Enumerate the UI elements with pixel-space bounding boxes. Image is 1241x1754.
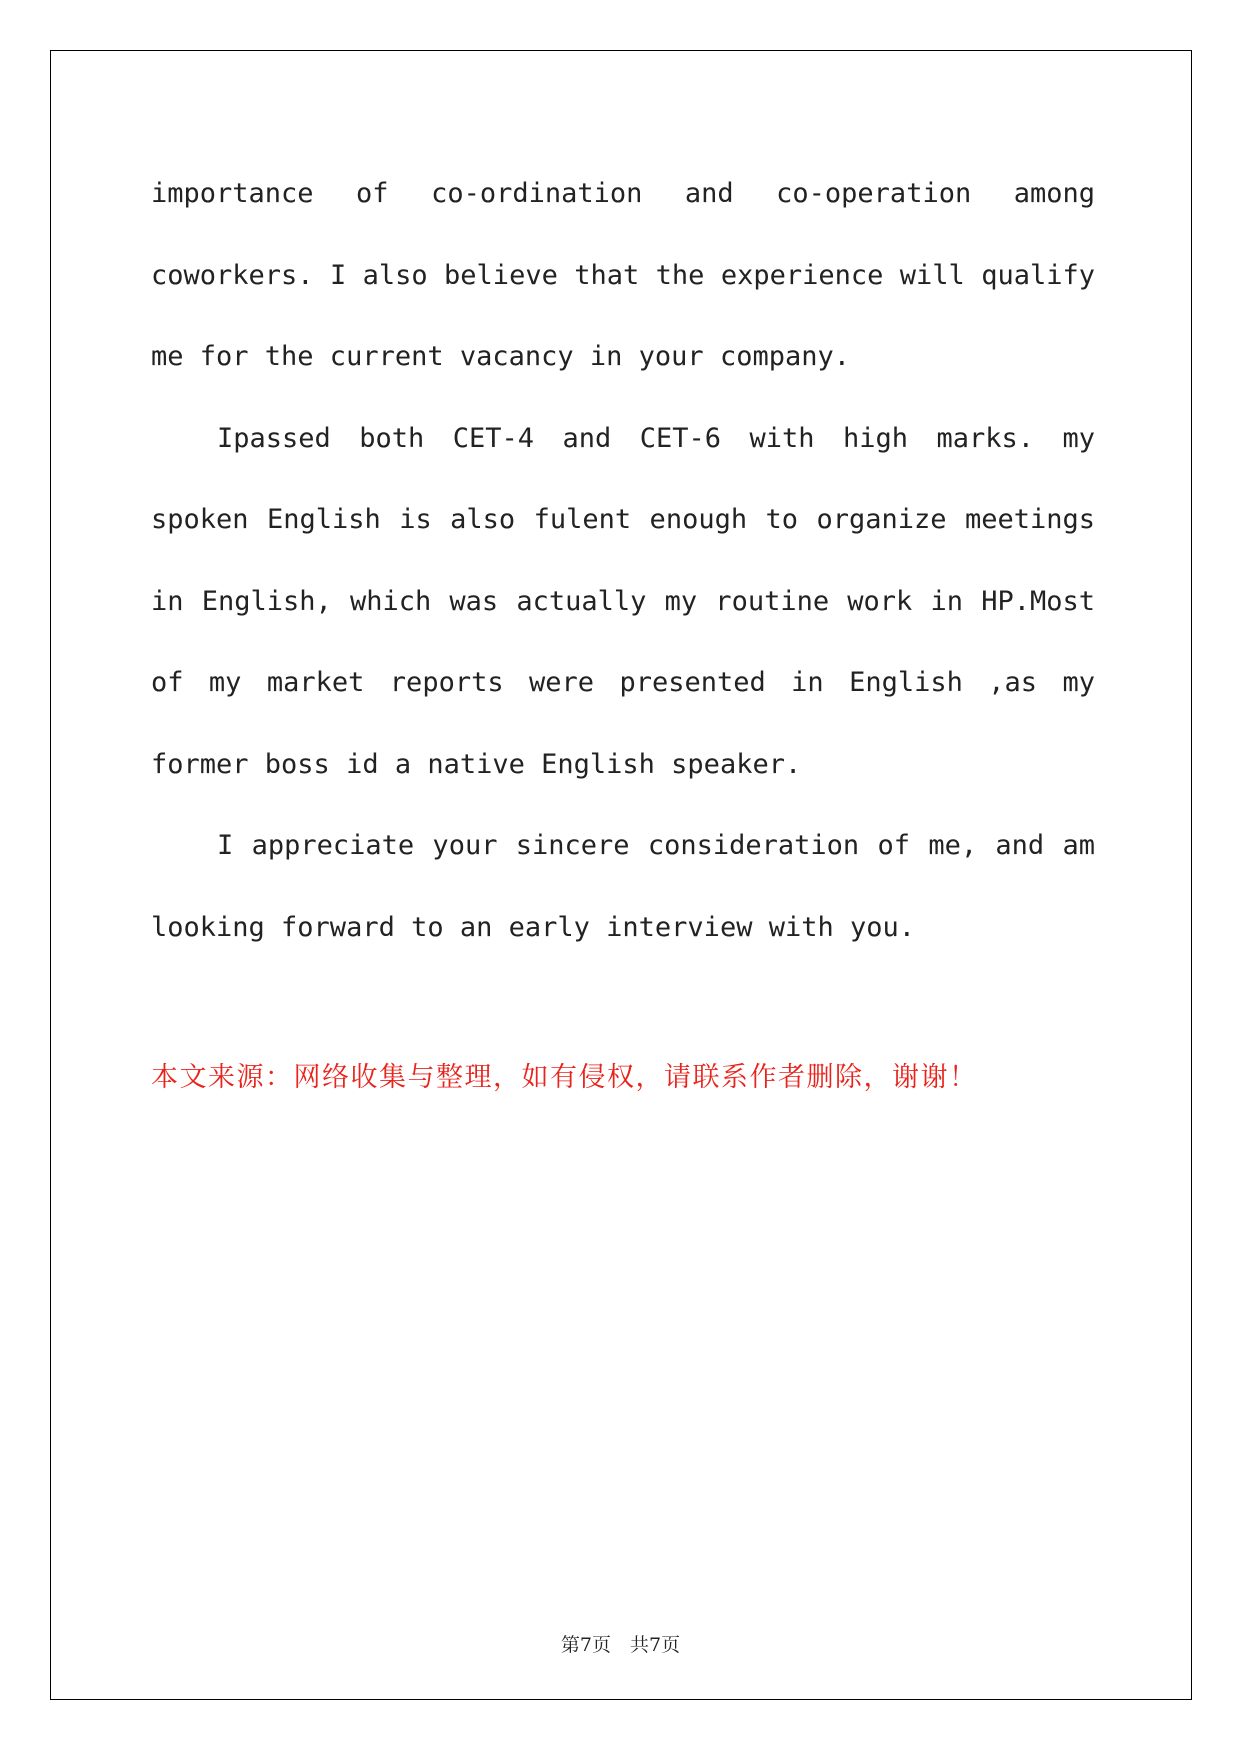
page-footer: 第7页 共7页 <box>560 1634 681 1656</box>
paragraph-2: Ipassed both CET-4 and CET-6 with high marks. my spoken English is also fulent enough to organize meetings in English, which was actually my routine work in HP.Most of my market reports were presented in English ,as my former boss id a native English speaker. <box>151 422 1095 780</box>
source-notice: 本文来源：网络收集与整理，如有侵权，请联系作者删除，谢谢！ <box>151 1062 978 1093</box>
document-body <box>151 153 1095 968</box>
paragraph-1: importance of co-ordination and co-operation among coworkers. I also believe that the experience will qualify me for the current vacancy in your company. <box>151 178 1095 372</box>
paragraph-3: I appreciate your sincere consideration of me, and am looking forward to an early interview with you. <box>151 830 1095 943</box>
